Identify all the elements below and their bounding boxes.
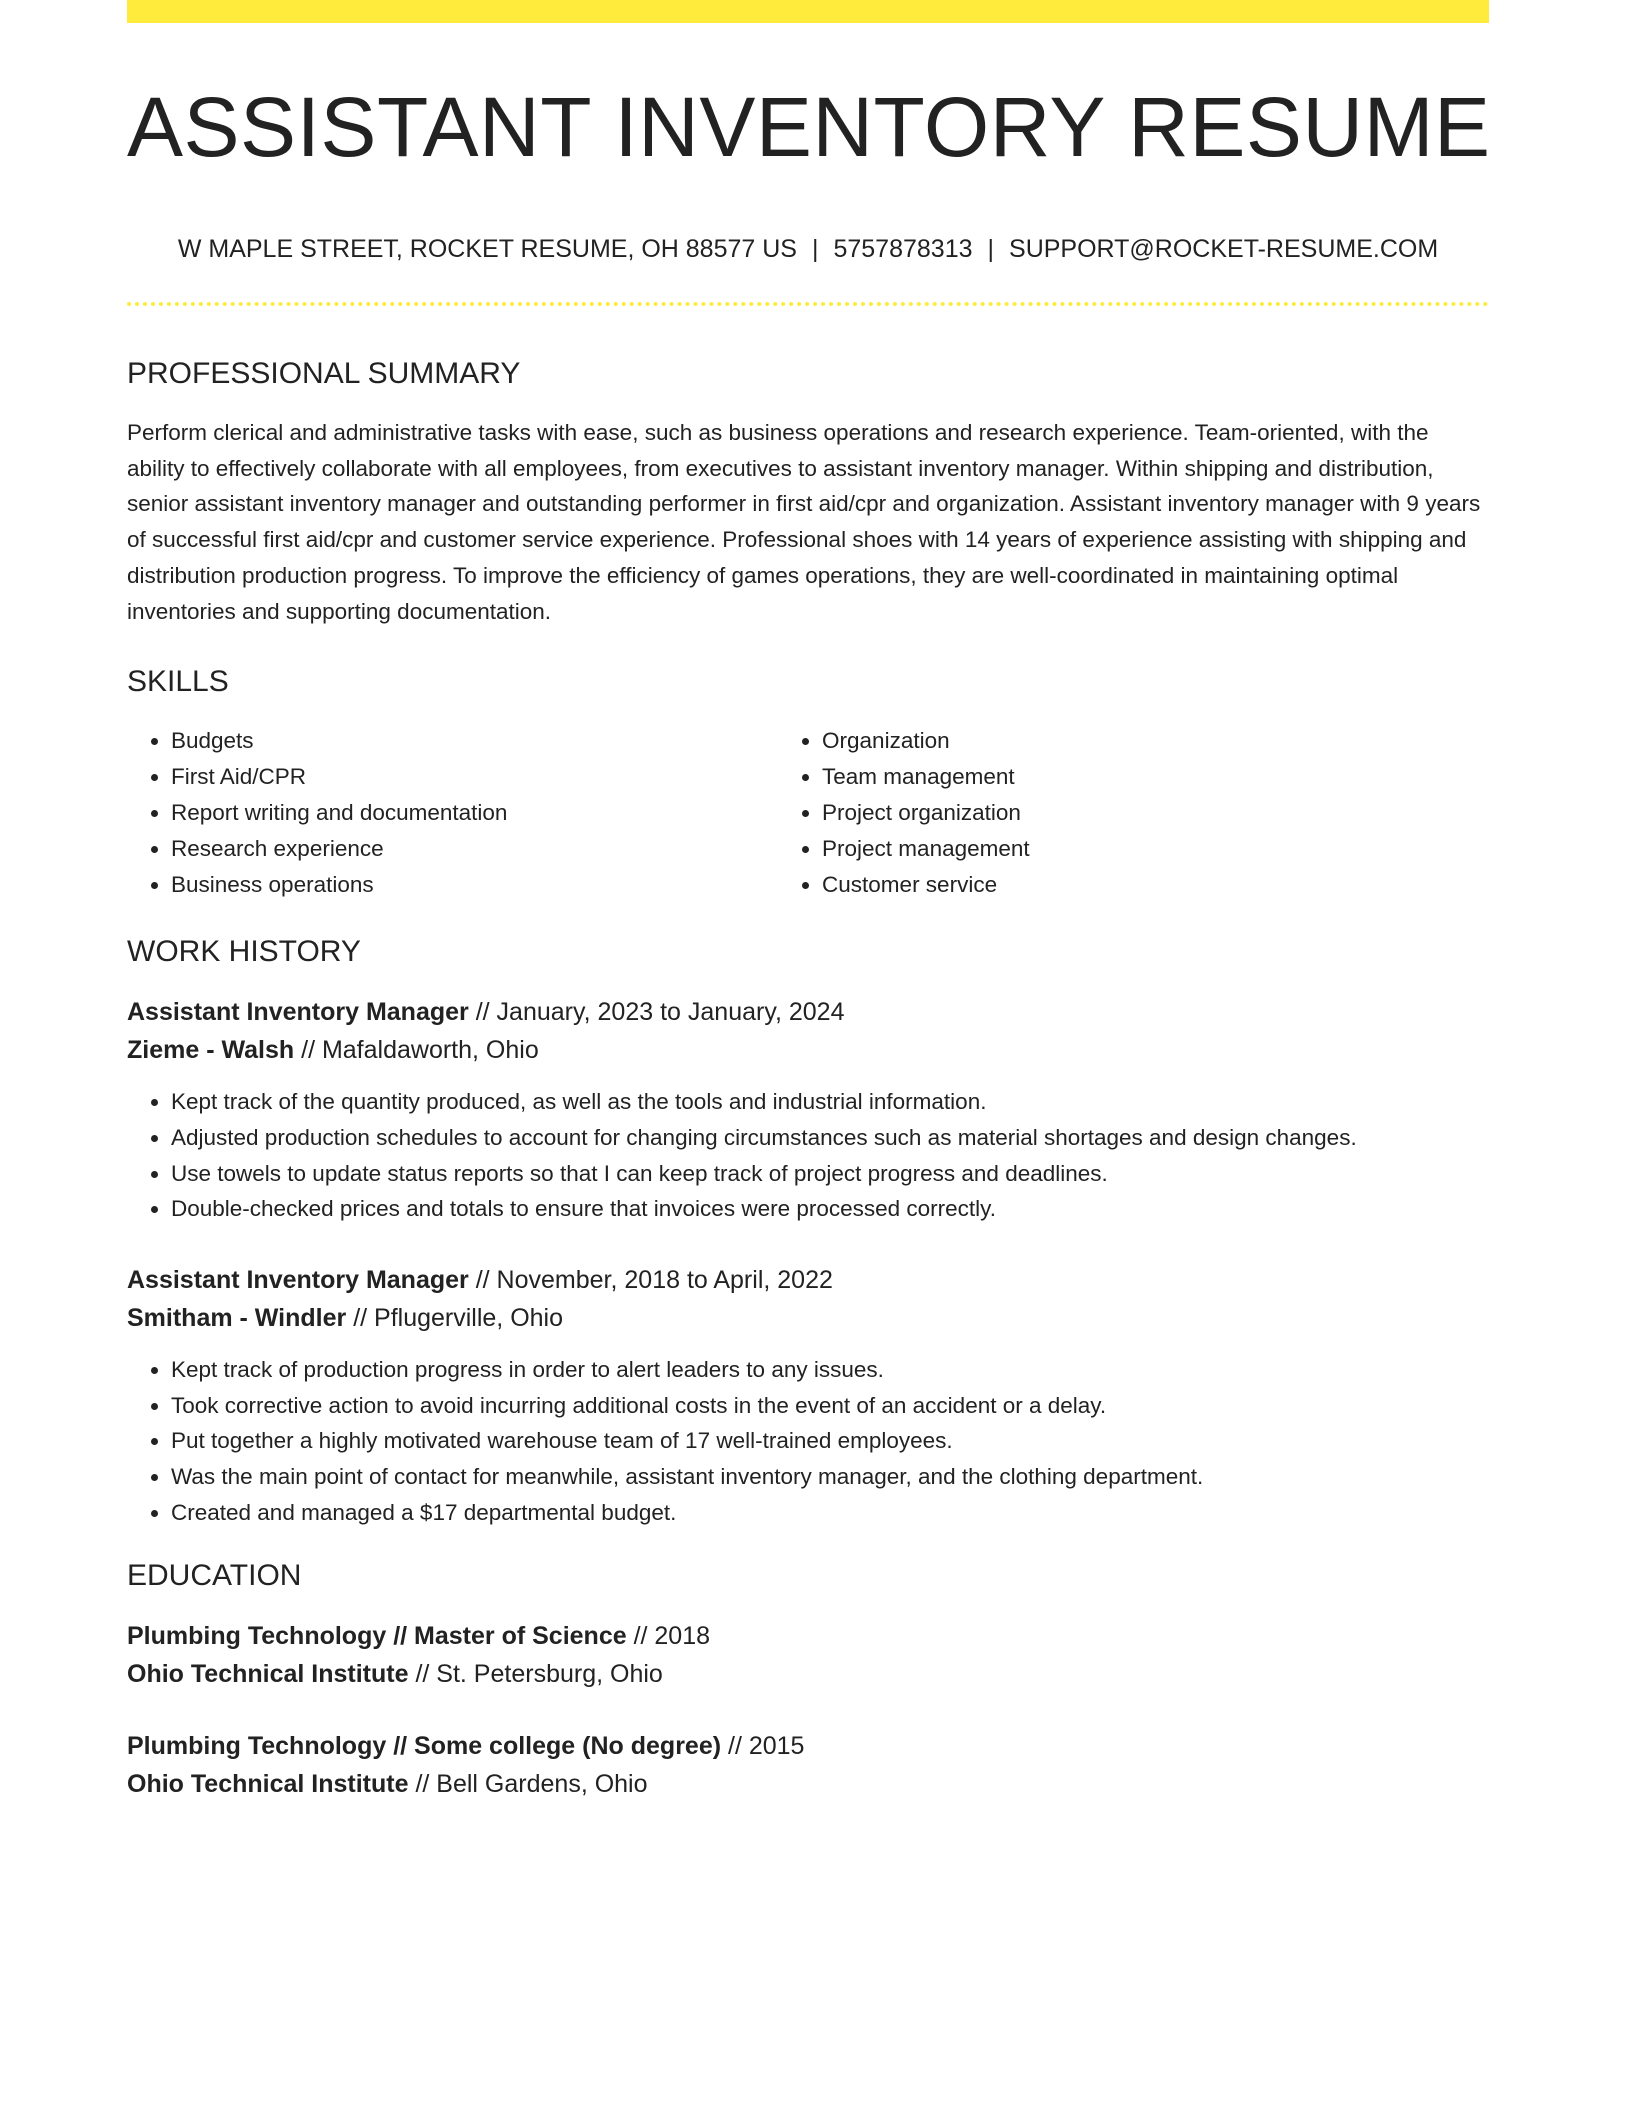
education-school: Ohio Technical Institute	[127, 1659, 409, 1688]
skills-list	[127, 723, 1489, 903]
job-dates: // November, 2018 to April, 2022	[468, 1266, 833, 1295]
top-accent-bar	[127, 0, 1489, 23]
work-history-heading: WORK HISTORY	[127, 935, 361, 969]
summary-text: Perform clerical and administrative tasks with ease, such as business operations and research experience. Team-oriented, with the ability to effectively collaborate with all employees, from executives to assistant inventory manager. Within shipping and distribution, senior assistant inventory manager and outstanding performer in first aid/cpr and organization. Assistant inventory manager with 9 years of successful first aid/cpr and customer service experience. Professional shoes with 14 years of experience assisting with shipping and distribution production progress. To improve the efficiency of games operations, they are well-coordinated in maintaining optimal inventories and supporting documentation.	[127, 420, 1481, 624]
education-year: // 2015	[721, 1731, 805, 1760]
contact-separator: |	[811, 235, 819, 263]
dotted-divider	[127, 302, 1489, 306]
job-bullet: • Took corrective action to avoid incurring additional costs in the event of an accident or a delay.	[171, 1388, 1489, 1424]
job-company-line	[127, 1299, 1489, 1337]
job-location: // Mafaldaworth, Ohio	[294, 1036, 539, 1065]
job-bullet: • Use towels to update status reports so that I can keep track of project progress and deadlines.	[171, 1156, 1489, 1192]
job-heading	[127, 993, 1489, 1069]
education-year: // 2018	[626, 1621, 711, 1650]
contact-phone: 5757878313	[833, 235, 973, 263]
education-school-line	[127, 1655, 1489, 1693]
contact-email: SUPPORT@ROCKET-RESUME.COM	[1009, 235, 1439, 263]
resume-page	[127, 0, 1489, 1803]
contact-line	[127, 237, 1489, 262]
job-role-line	[127, 993, 1489, 1031]
job-company: Zieme - Walsh	[127, 1036, 295, 1065]
job-role-line	[127, 1261, 1489, 1299]
education-school-line	[127, 1765, 1489, 1803]
summary-heading: PROFESSIONAL SUMMARY	[127, 357, 521, 390]
skill-item: • Budgets	[171, 723, 778, 759]
education-degree-line	[127, 1617, 1489, 1655]
job-bullet: • Was the main point of contact for meanwhile, assistant inventory manager, and the clothing department.	[171, 1459, 1489, 1495]
skill-item: • Organization	[822, 723, 1489, 759]
skill-item: • Report writing and documentation	[171, 795, 778, 831]
job-role: Assistant Inventory Manager	[127, 1266, 469, 1295]
job-location: // Pflugerville, Ohio	[346, 1304, 564, 1333]
job-bullet: • Double-checked prices and totals to ensure that invoices were processed correctly.	[171, 1191, 1489, 1227]
education-degree: Plumbing Technology // Master of Science	[127, 1621, 627, 1650]
skill-item: • Team management	[822, 759, 1489, 795]
education-entry	[127, 1617, 1489, 1693]
job-bullet: • Created and managed a $17 departmental budget.	[171, 1495, 1489, 1531]
skill-item: • Customer service	[822, 867, 1489, 903]
skill-item: • Project organization	[822, 795, 1489, 831]
education-school: Ohio Technical Institute	[127, 1769, 409, 1798]
resume-title: ASSISTANT INVENTORY RESUME	[127, 80, 1491, 174]
contact-address: W MAPLE STREET, ROCKET RESUME, OH 88577 US	[177, 235, 797, 263]
job-bullet: • Adjusted production schedules to account for changing circumstances such as material shortages and design changes.	[171, 1120, 1489, 1156]
job-bullets	[127, 1084, 1489, 1227]
job-role: Assistant Inventory Manager	[127, 998, 469, 1027]
education-location: // Bell Gardens, Ohio	[408, 1769, 648, 1798]
job-bullet: • Put together a highly motivated warehouse team of 17 well-trained employees.	[171, 1423, 1489, 1459]
skills-heading: SKILLS	[127, 665, 229, 699]
skill-item: • Research experience	[171, 831, 778, 867]
job-bullets	[127, 1352, 1489, 1531]
skills-column-right	[778, 723, 1489, 903]
job-company: Smitham - Windler	[127, 1304, 347, 1333]
skills-column-left	[127, 723, 778, 903]
skill-item: • Business operations	[171, 867, 778, 903]
job-bullet: • Kept track of the quantity produced, as well as the tools and industrial information.	[171, 1084, 1489, 1120]
education-heading: EDUCATION	[127, 1558, 302, 1592]
education-entry	[127, 1727, 1489, 1803]
education-degree-line	[127, 1727, 1489, 1765]
skill-item: • Project management	[822, 831, 1489, 867]
job-heading	[127, 1261, 1489, 1337]
education-location: // St. Petersburg, Ohio	[408, 1659, 663, 1688]
skill-item: • First Aid/CPR	[171, 759, 778, 795]
contact-separator: |	[987, 235, 995, 263]
job-bullet: • Kept track of production progress in order to alert leaders to any issues.	[171, 1352, 1489, 1388]
education-degree: Plumbing Technology // Some college (No degree)	[127, 1731, 722, 1760]
job-company-line	[127, 1031, 1489, 1069]
job-dates: // January, 2023 to January, 2024	[468, 998, 845, 1027]
